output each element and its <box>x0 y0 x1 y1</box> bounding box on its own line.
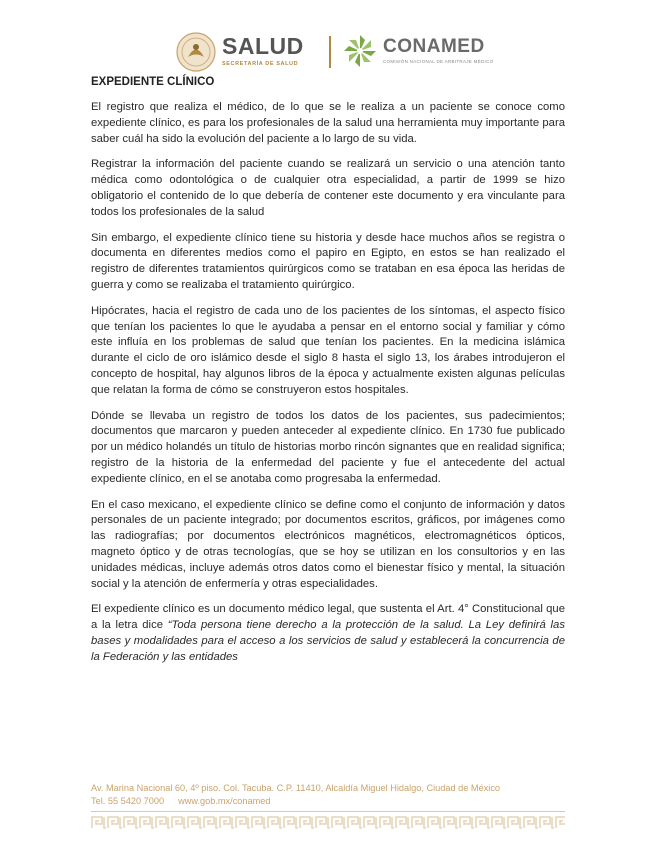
paragraph-7 <box>91 602 565 665</box>
decorative-pattern <box>91 815 565 830</box>
footer-divider <box>91 811 565 812</box>
footer-phone: Tel. 55 5420 7000 <box>91 796 165 806</box>
paragraph-5: Dónde se llevaba un registro de todos los datos de los pacientes, sus padecimientos; documentos que marcaron y pueden anteceder al expediente clínico. En 1730 fue publicado por un médico holandés un título de historias morbo rincón signantes que en realidad significa; registro de la historia de la enfermedad del paciente y fue el antecedente del actual expediente clínico, en el se anotaba como progresaba la enfermedad. <box>91 409 565 485</box>
constitution-quote: “Toda persona tiene derecho a la protección de la salud. La Ley definirá las bases y modalidades para el acceso a los servicios de salud y establecerá la concurrencia de la Federación y las entidades <box>91 619 565 663</box>
paragraph-2: Registrar la información del paciente cuando se realizará un servicio o una atención tanto médica como odontológica o de cualquier otra especialidad, a partir de 1999 se hizo obligatorio el contenido de lo que debería de contener este documento y era vinculante para todos los profesionales de la salud <box>91 158 565 218</box>
footer-website-link[interactable]: www.gob.mx/conamed <box>178 796 271 806</box>
paragraph-1: El registro que realiza el médico, de lo que se le realiza a un paciente se conoce como expediente clínico, es para los profesionales de la salud una herramienta muy importante para saber cuál ha sido la evolución del paciente a lo largo de su vida. <box>91 101 565 145</box>
footer-contact <box>91 795 565 808</box>
document-title: EXPEDIENTE CLÍNICO <box>91 76 215 88</box>
salud-subtitle: SECRETARÍA DE SALUD <box>222 61 299 67</box>
conamed-logo-text: CONAMED <box>383 36 485 57</box>
page-header <box>0 30 655 76</box>
page-footer <box>91 782 565 808</box>
paragraph-4: Hipócrates, hacia el registro de cada uno de los pacientes de los síntomas, el aspecto físico que tenían los pacientes lo que le ayudaba a pensar en el entorno social y familiar y cómo este influía en los problemas de salud que tenían los pacientes. En la medicina islámica durante el ciclo de oro islámico desde el siglo 8 hasta el siglo 13, los árabes introdujeron el concepto de hospital, hay algunos libros de la época y actualmente existen algunas películas que relatan la forma de cómo se construyeron estos hospitales. <box>91 304 565 396</box>
logo-divider <box>329 36 331 68</box>
paragraph-3: Sin embargo, el expediente clínico tiene su historia y desde hace muchos años se registra o documenta en diferentes medios como el papiro en Egipto, en estos se han realizado el registro de diferentes tratamientos quirúrgicos como se trataban en esa época las heridas de guerra y como se realizaba el tratamiento quirúrgico. <box>91 231 565 291</box>
footer-address: Av. Marina Nacional 60, 4º piso. Col. Tacuba. C.P. 11410, Alcaldía Miguel Hidalgo, Ciudad de México <box>91 783 501 793</box>
document-body <box>91 76 565 676</box>
conamed-logo-icon <box>343 34 377 68</box>
paragraph-6: En el caso mexicano, el expediente clínico se define como el conjunto de información y datos personales de un paciente integrado; por documentos escritos, gráficos, por imágenes como las radiografías; por documentos electrónicos magnéticos, electromagnéticos ópticos, magneto óptico y de otras tecnologías, que se hoy se utilizan en los consultorios y en las unidades médicas, incluye además otros datos como el bienestar físico y mental, la situación social y la atención de enfermería y otras especialidades. <box>91 498 565 590</box>
mexico-seal-icon <box>176 32 216 72</box>
salud-logo-text: SALUD <box>222 33 304 59</box>
paragraph-7-intro: El expediente clínico es un documento médico legal, que sustenta el Art. 4° Constitucional que a la letra dice <box>91 603 565 632</box>
conamed-subtitle: COMISIÓN NACIONAL DE ARBITRAJE MÉDICO <box>383 59 494 64</box>
